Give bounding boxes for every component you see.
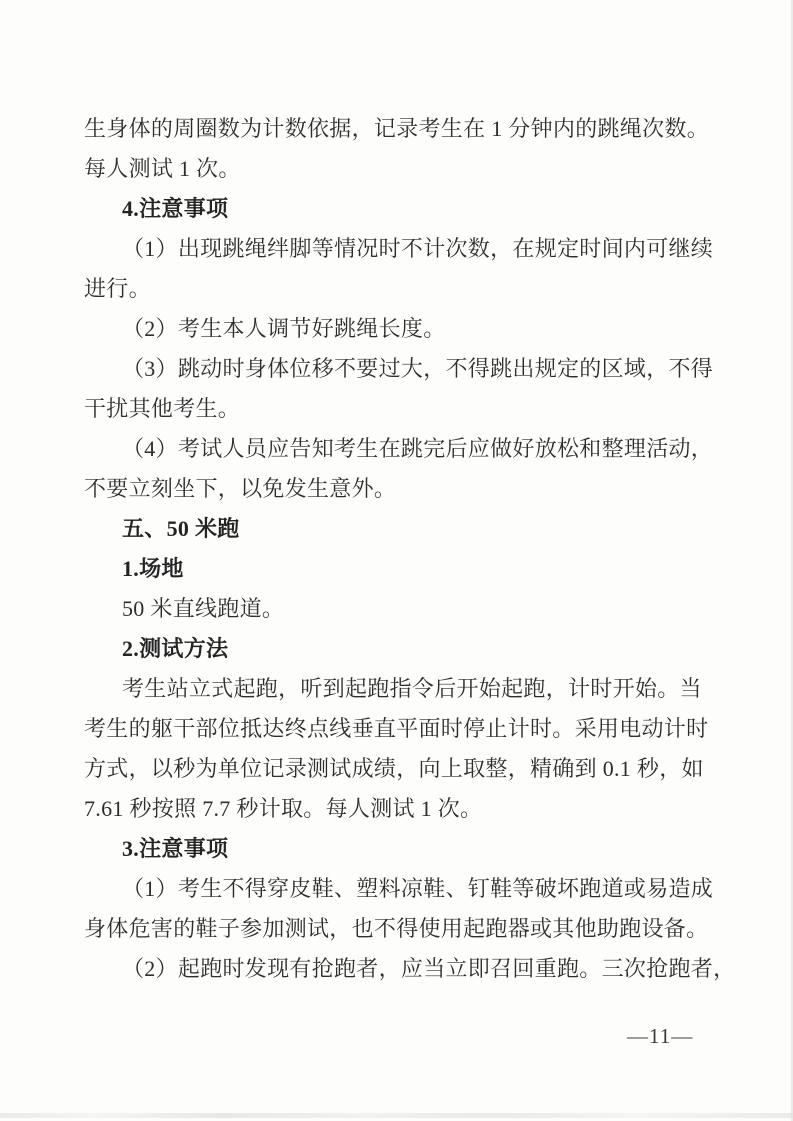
scan-artifact-bottom-edge xyxy=(0,1113,793,1118)
heading-line: 4.注意事项 xyxy=(122,196,229,221)
text-line: 考生的躯干部位抵达终点线垂直平面时停止计时。采用电动计时 xyxy=(84,716,709,741)
heading-line: 1.场地 xyxy=(122,556,184,581)
text-line: （2）起跑时发现有抢跑者，应当立即召回重跑。三次抢跑者， xyxy=(122,956,736,981)
text-line: 进行。 xyxy=(84,276,151,301)
text-line: 考生站立式起跑，听到起跑指令后开始起跑，计时开始。当 xyxy=(122,676,702,701)
heading-line: 五、50 米跑 xyxy=(122,516,240,541)
text-line: 干扰其他考生。 xyxy=(84,396,241,421)
text-line: 不要立刻坐下，以免发生意外。 xyxy=(84,476,397,501)
text-line: 身体危害的鞋子参加测试，也不得使用起跑器或其他助跑设备。 xyxy=(84,916,709,941)
page-number: —11— xyxy=(627,1024,694,1048)
heading-line: 3.注意事项 xyxy=(122,836,229,861)
text-line: 每人测试 1 次。 xyxy=(84,156,241,181)
heading-line: 2.测试方法 xyxy=(122,636,229,661)
text-line: 7.61 秒按照 7.7 秒计取。每人测试 1 次。 xyxy=(84,796,483,821)
text-line: （1）考生不得穿皮鞋、塑料凉鞋、钉鞋等破坏跑道或易造成 xyxy=(122,876,714,901)
text-line: （1）出现跳绳绊脚等情况时不计次数，在规定时间内可继续 xyxy=(122,236,714,261)
text-line: （4）考试人员应告知考生在跳完后应做好放松和整理活动， xyxy=(122,436,714,461)
text-line: （3）跳动时身体位移不要过大，不得跳出规定的区域，不得 xyxy=(122,356,714,381)
text-line: 方式，以秒为单位记录测试成绩，向上取整，精确到 0.1 秒，如 xyxy=(84,756,704,781)
text-line: 50 米直线跑道。 xyxy=(122,596,285,621)
document-lines xyxy=(84,109,736,989)
text-line: （2）考生本人调节好跳绳长度。 xyxy=(122,316,446,341)
text-line: 生身体的周圈数为计数依据，记录考生在 1 分钟内的跳绳次数。 xyxy=(84,116,710,141)
